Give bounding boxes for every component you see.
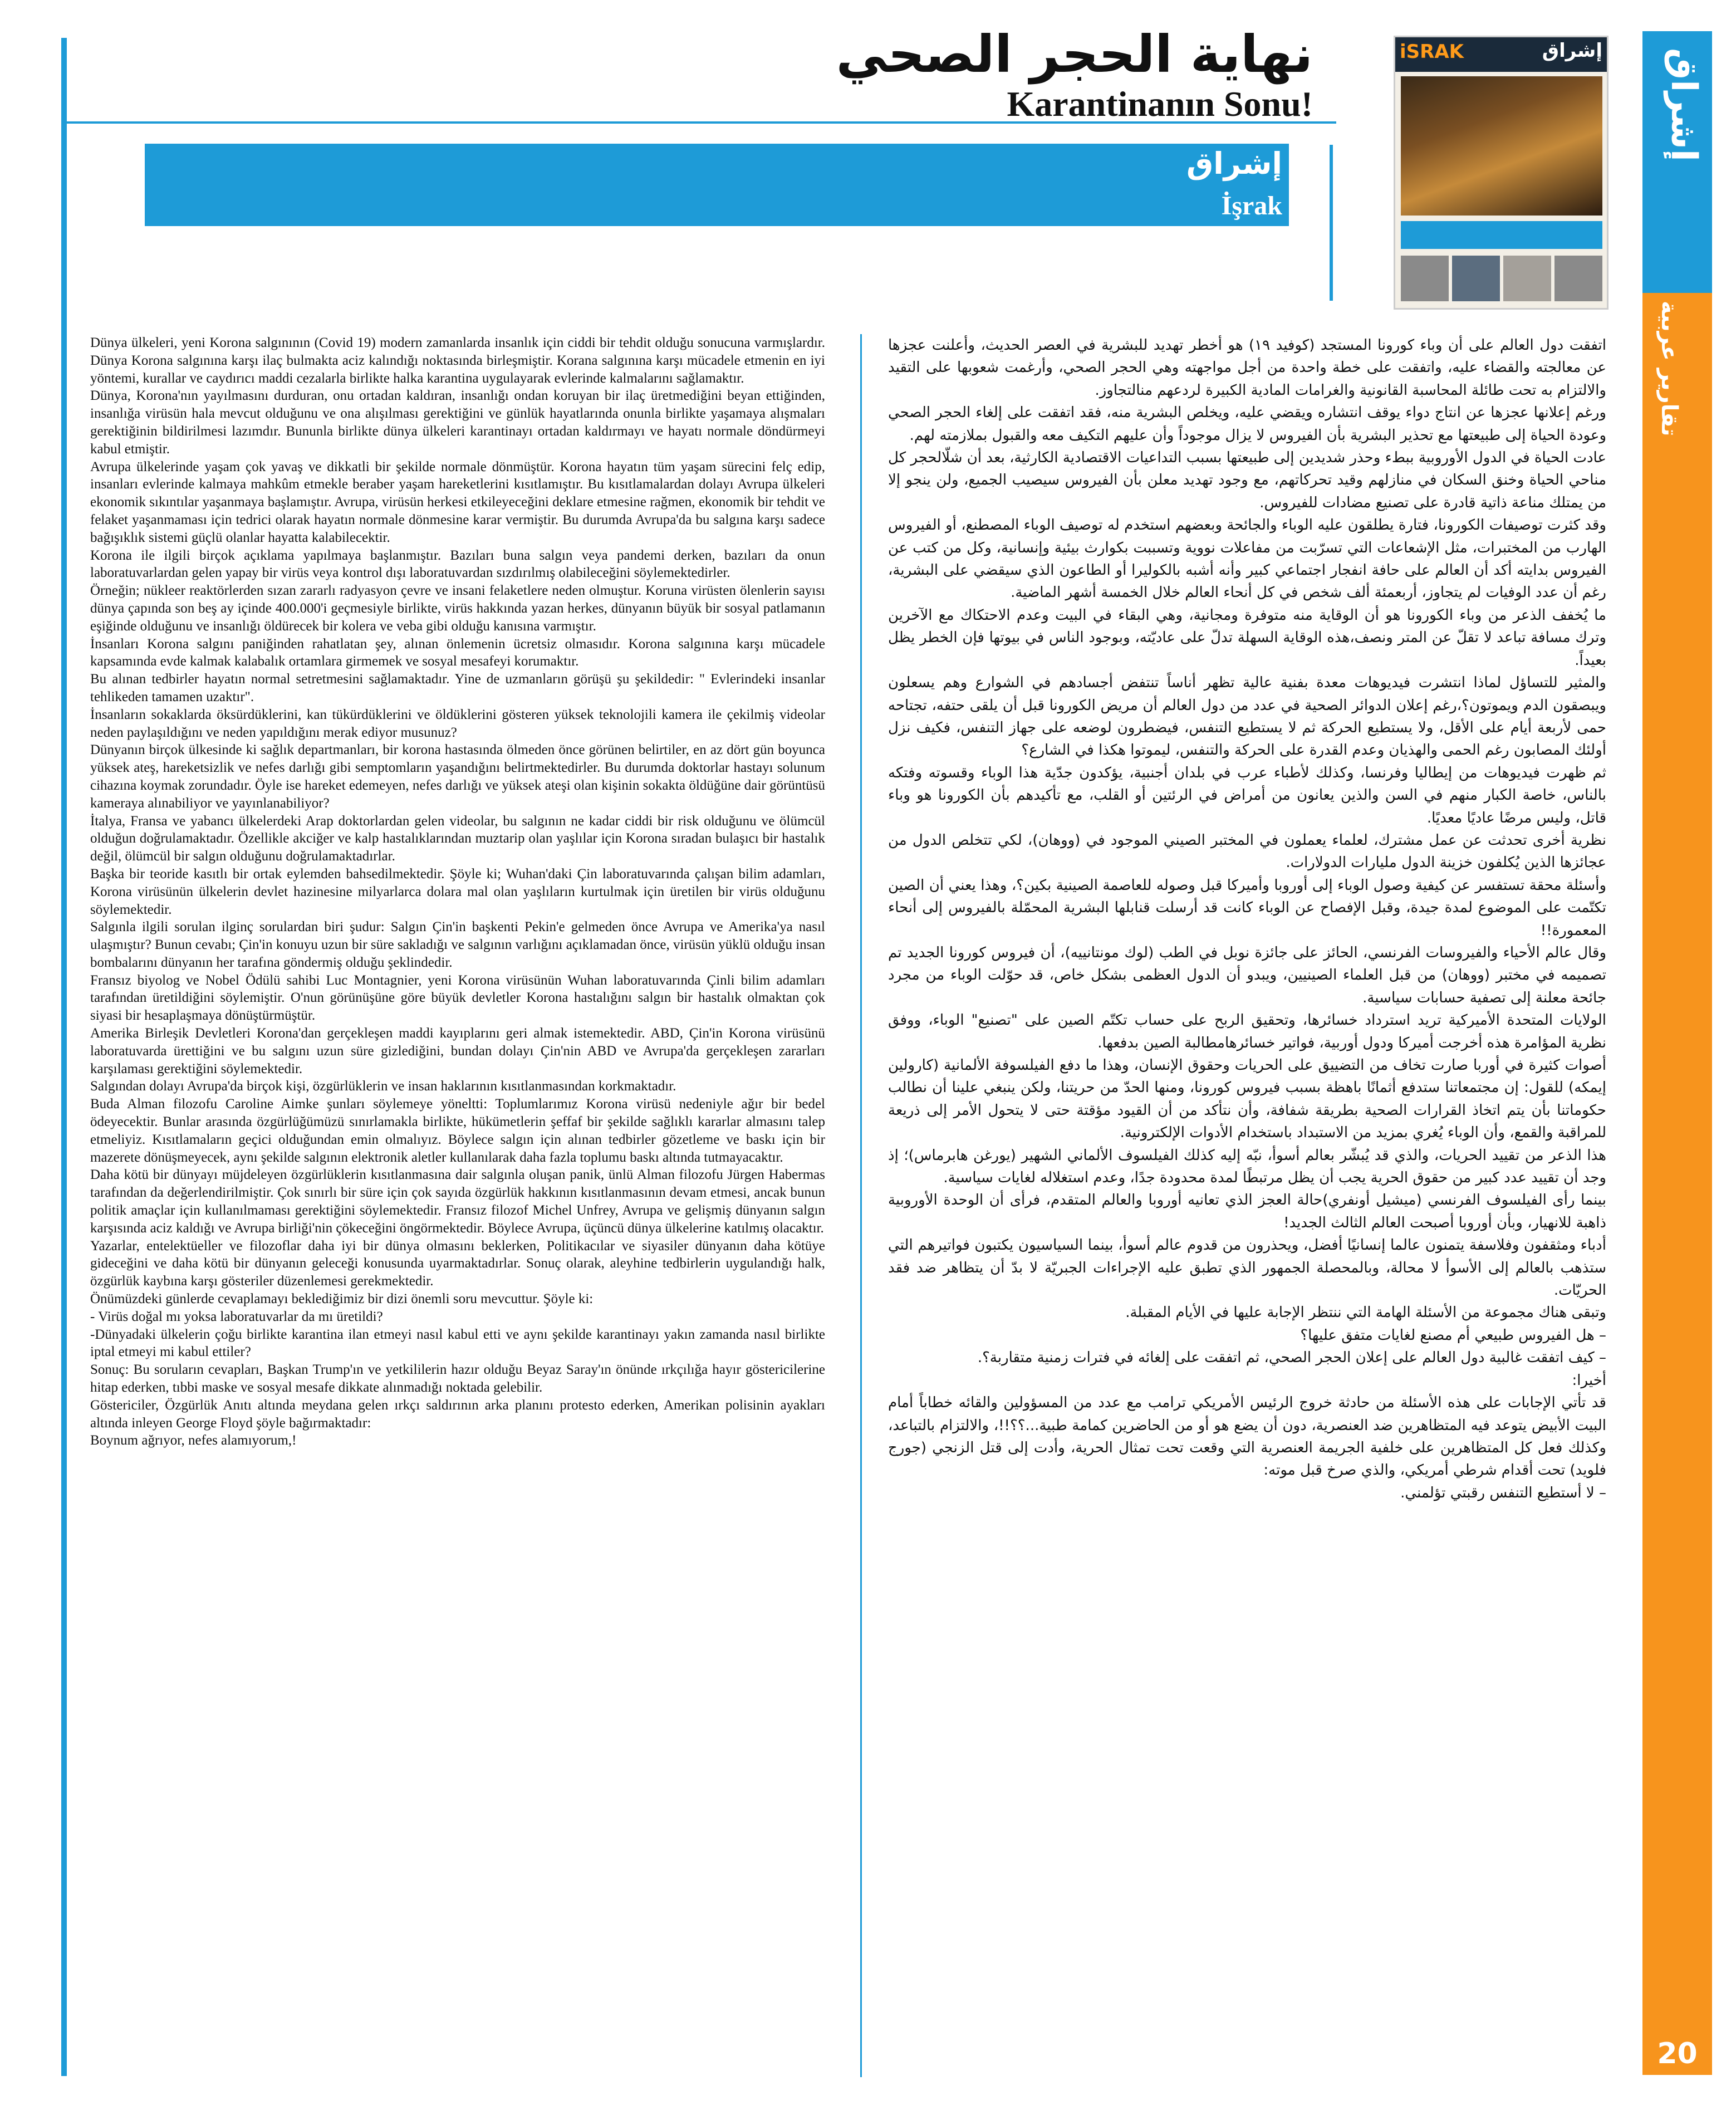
article-paragraph: -Dünyadaki ülkelerin çoğu birlikte karantina ilan etmeyi nasıl kabul etti ve aynı şekilde karantinayı yakın zamanda nasıl birlikte iptal etmeyi mi kabul ettiler? [90,1326,825,1360]
source-name-arabic: إشراق [1186,146,1282,181]
article-paragraph: ما يُخفف الذعر من وباء الكورونا هو أن الوقاية منه متوفرة ومجانية، وهي البقاء في البيت وعدم الاحتكاك مع الآخرين وترك مسافة تباعد لا تقلّ عن المتر ونصف،هذه الوقاية السهلة تدلّ على عاديّته، وبوجود الناس في بيوتها فإن الخطر يظل بعيداً. [888,606,1606,669]
article-paragraph: Boynum ağrıyor, nefes alamıyorum,! [90,1433,297,1448]
source-name-turkish: İşrak [1221,191,1282,221]
article-paragraph: İnsanların sokaklarda öksürdüklerini, kan tükürdüklerini ve öldüklerini gösteren yüksek teknolojili kamera ile çekilmiş videolar neden paylaşıldığını ve neden yapıldığını merak ediyor musunuz? [90,707,825,740]
article-paragraph: Dünya ülkeleri, yeni Korona salgınının (Covid 19) modern zamanlarda insanlık için ciddi bir tehdit olduğu sonucuna varmışlardır. Dünya Korona salgınına karşı ilaç bulmakta aciz kalındığı noktasında birleşmiştir. Korana salgınına karşı mücadele etmenin en iyi yöntemi, kurallar ve caydırıcı maddi cezalarla birlikte halka karantina uygulayarak evlerinde kalmalarını sağlamaktır. [90,335,825,386]
article-paragraph: Önümüzdeki günlerde cevaplamayı beklediğimiz bir dizi önemli soru mevcuttur. Şöyle ki: [90,1291,594,1307]
article-paragraph: – لا أستطيع التنفس رقبتي تؤلمني. [1400,1484,1606,1501]
article-paragraph: Bu alınan tedbirler hayatın normal setretmesini sağlamaktadır. Yine de uzmanların görüşü şu şekildedir: " Evlerindeki insanlar tehlikeden tamamen uzaktır". [90,672,825,704]
cover-logo-arabic: إشراق [1542,40,1602,62]
article-paragraph: الولايات المتحدة الأميركية تريد استرداد خسائرها، وتحقيق الربح على حساب تكتّم الصين على "تصنيع" الوباء، ووفق نظرية المؤامرة هذه أخرجت أميركا ودول أوربية، فواتير خسائرهامطالبة الصين بدفعها. [888,1012,1606,1051]
article-paragraph: Daha kötü bir dünyayı müjdeleyen özgürlüklerin kısıtlanmasına dair salgınla oluşan panik, ünlü Alman filozofu Jürgen Habermas tarafından da değerlendirilmiştir. Çok sınırlı bir süre için çok sayıda özgürlük hakkının kısıtlanmasının devam etmesi, ancak bunun politik amaçlar için kullanılmaması gerektiğini söylemektedir. Fransız filozof Michel Unfrey, Avrupa ve gelişmiş dünyanın salgın karşısında aciz kaldığı ve Avrupa birliği'nin çökeceğini öngörmektedir. Böylece Avrupa, üçüncü dünya ülkelerine katılmış olacaktır. [90,1167,825,1236]
column-divider [860,334,862,2077]
cover-thumbnail [1401,256,1449,301]
article-paragraph: İtalya, Fransa ve yabancı ülkelerdeki Arap doktorlardan gelen videolar, bu salgının ne kadar ciddi bir risk olduğunu ve ölümcül olduğun doğrulamaktadır. Özellikle akciğer ve kalp hastalıklarından muztarip olan yaşlılar için Korona sıradan bulaşıcı bir hastalık değil, ölümcül bir salgın olduğunu doğrulamaktadırlar. [90,813,825,864]
article-paragraph: Korona ile ilgili birçok açıklama yapılmaya başlanmıştır. Bazıları buna salgın veya pandemi derken, bazıları da onun laboratuvarlardan gelen yapay bir virüs veya kontrol dışı laboratuvardan sızdırılmış olabileceğini söylemektedirler. [90,547,825,581]
article-paragraph: İnsanları Korona salgını paniğinden rahatlatan şey, alınan önlemenin ücretsiz olmasıdır. Korona salgınına karşı mücadele kapsamında evde kalmak kalabalık ortamlara girmemek ve sosyal mesafeyi korumaktır. [90,636,825,669]
article-paragraph: Örneğin; nükleer reaktörlerden sızan zararlı radyasyon çevre ve insani felaketlere neden olmuştur. Koruna virüsten ölenlerin sayısı dünya çapında son beş ay içinde 400.000'i geçmesiyle birlikte, virüs hakkında yazan herkes, dünyanın büyük bir sosyal patlamanın eşiğinde olduğunu ve insanlığı öldürecek bir kolera ve veba gibi olduğu kanısına varmıştır. [90,583,825,634]
article-title-turkish: Karantinanın Sonu! [1007,84,1313,124]
cover-photo [1401,76,1602,216]
article-paragraph: اتفقت دول العالم على أن وباء كورونا المستجد (كوفيد ١٩) هو أخطر تهديد للبشرية في العصر الحديث، وأعلنت عجزها عن معالجته والقضاء عليه، واتفقت على خطة واحدة من أجل مواجهته وهي الحجر الصحي، وأرغمت شعوبها على التقيد والالتزام به تحت طائلة المحاسبة القانونية والغرامات المادية الكبيرة لردعهم منالتجاوز. [888,337,1606,399]
article-paragraph: - Virüs doğal mı yoksa laboratuvarlar da mı üretildi? [90,1309,383,1324]
magazine-cover-image [1394,36,1609,310]
cover-logo-latin: iSRAK [1400,41,1464,63]
cover-thumbnails [1401,256,1602,301]
article-paragraph: نظرية أخرى تحدثت عن عمل مشترك، لعلماء يعملون في المختبر الصيني الموجود في (ووهان)، لكي تتخلص الدول من عجائزها الذين يُكلفون خزينة الدول مليارات الدولارات. [888,831,1606,872]
article-paragraph: Dünyanın birçok ülkesinde ki sağlık departmanları, bir korona hastasında ölmeden önce görünen belirtiler, en az dört gün boyunca yüksek ateş, hareketsizlik ve nefes darlığı gibi semptomların yaşandığını belirtmektedirler. Bu durumda doktorlar hastayı solunum cihazına koymak zorundadır. Öyle ise hareket edemeyen, nefes darlığı ve yüksek ateşi olan kişinin sokakta öldüğüne dair görüntüsü kameraya alınabiliyor ve yayınlanabiliyor? [90,742,825,811]
article-paragraph: Avrupa ülkelerinde yaşam çok yavaş ve dikkatli bir şekilde normale dönmüştür. Korona hayatın tüm yaşam sürecini felç edip, insanları evlerinde kalmaya mahkûm etmekle beraber yaşam hareketlerini kısıtlamıştır. Bu kısıtlamalardan dolayı Avrupa ülkeleri ekonomik sıkıntılar yaşanmaya başlamıştır. Avrupa, virüsün herkesi etkileyeceğini deklare etmesine rağmen, ekonomik bir tehdit ve felaket yaşanmaması için tedrici olarak hayatın normale dönmesine karar vermiştir. Bu durumda Avrupa'da bu salgına karşı sadece bağışıklık sistemi güçlü olanlar hayatta kalabilecektir. [90,459,825,545]
cover-masthead [1395,37,1607,72]
article-paragraph: Sonuç: Bu soruların cevapları, Başkan Trump'ın ve yetkililerin hazır olduğu Beyaz Saray'ın önünde ırkçılığa hayır göstericilerine hitap ederken, tıbbi maske ve sosyal mesafe dikkate alınmadığı noktada gelebilir. [90,1362,825,1396]
section-label: تقارير عربية [1656,301,1682,437]
article-paragraph: Amerika Birleşik Devletleri Korona'dan gerçekleşen maddi kayıplarını geri almak istemektedir. ABD, Çin'in Korona virüsünü laboratuvarda ürettiğini ve bu salgını uzun süre gizlediğini, bundan dolayı Çin'nin ABD ve Avrupa'da gerçekleşen zararları karşılaması gerektiğini söylemektedir. [90,1026,825,1076]
article-body-turkish [90,334,825,2077]
article-paragraph: وقد كثرت توصيفات الكورونا، فتارة يطلقون عليه الوباء والجائحة وبعضهم استخدم له توصيف الوباء المصطنع، أو الفيروس الهارب من المختبرات، مثل الإشعاعات التي تسرّبت من مفاعلات نووية وتسببت بكوارث بيئية وإنسانية، وكل من كتب عن الفيروس بدايته أكد أن العالم على حافة انفجار اجتماعي كبير وأنه أشبه بالكوليرا أو الطاعون الذي سيقضي على البشرية، رغم أن عدد الوفيات لم يتجاوز، أربعمئة ألف شخص في كل أنحاء العالم خلال الخمسة أشهر الماضية. [888,517,1606,601]
article-paragraph: Buda Alman filozofu Caroline Aimke şunları söylemeye yöneltti: Toplumlarımız Korona virüsü nedeniyle ağır bir bedel ödeyecektir. Bunlar arasında özgürlüğümüzü sınırlamakla birlikte, hükümetlerin şeffaf bir şekilde sağlıklı kararlar almasını talep etmeliyiz. Kısıtlamaların geçici olduğundan emin olmalıyız. Böylece salgın için alınan tedbirler gözetleme ve baskı için bir mazerete dönüşmeyecek, aynı şekilde salgının elektronik aletler kullanılarak daha fazla toplumu baskı altında tutmayacaktır. [90,1096,825,1165]
sidebar-logo-box [1642,31,1712,293]
article-paragraph: وقال عالم الأحياء والفيروسات الفرنسي، الحائز على جائزة نوبل في الطب (لوك مونتانييه)، أن فيروس كورونا الجديد تم تصميمه في مختبر (ووهان) من قبل العلماء الصينيين، ويبدو أن الدول العظمى بشكل خاص، قد حوّلت الوباء من مجرد جائحة معلنة إلى تصفية حسابات سياسية. [888,944,1606,1006]
article-body-arabic [888,334,1606,2077]
article-paragraph: Başka bir teoride kasıtlı bir ortak eylemden bahsedilmektedir. Şöyle ki; Wuhan'daki Çin laboratuvarında çalışan bilim adamları, Korona virüsünün ülkelerin devlet hazinesine milyarlarca dolara mal olan yaşlıların kurtulmak için üretilen bir virüs olduğunu söylemektedir. [90,866,825,917]
article-paragraph: وتبقى هناك مجموعة من الأسئلة الهامة التي ننتظر الإجابة عليها في الأيام المقبلة. [1125,1304,1606,1321]
article-paragraph: ثم ظهرت فيديوهات من إيطاليا وفرنسا، وكذلك لأطباء عرب في بلدان أجنبية، يؤكدون جدّية هذا الوباء وقسوته وفتكه بالناس، خاصة الكبار منهم في السن والذين يعانون من أمراض في الرئتين أو القلب، مع تأكيدهم بأن الكورونا هو وباء قاتل، وليس مرضًا عاديًا معديًا. [888,764,1606,826]
article-paragraph: قد تأتي الإجابات على هذه الأسئلة من حادثة خروج الرئيس الأمريكي ترامب مع عدد من المسؤولين والقائه خطاباً أمام البيت الأبيض يتوعد فيه المتظاهرين ضد العنصرية، دون أن يضع هو أو من الحاضرين كمامة طبية...؟؟!!، والالتزام بالتباعد، وكذلك فعل كل المتظاهرين على خلفية الجريمة العنصرية التي وقعت تحت تمثال الحرية، وأدت إلى قتل الزنجي (جورج فلويد) تحت أقدام شرطي أمريكي، والذي صرخ قبل موته: [888,1394,1606,1479]
article-title-arabic: نهاية الحجر الصحي [836,25,1313,84]
article-paragraph: أخيرا: [1572,1372,1606,1389]
article-paragraph: Fransız biyolog ve Nobel Ödülü sahibi Luc Montagnier, yeni Korona virüsünün Wuhan laboratuvarında Çinli bilim adamları tarafından üretildiğini söylemiştir. O'nun görünüşüne göre büyük devletler Korona hastalığını salgın bir hastalık olmaktan çok siyasi bir hesaplaşmaya dönüştürmüştür. [90,972,825,1024]
cover-thumbnail [1452,256,1500,301]
article-paragraph: بينما رأى الفيلسوف الفرنسي (ميشيل أونفري)حالة العجز الذي تعانيه أوروبا والعالم المتقدم، فرأى أن الوحدة الأوروبية ذاهبة للانهيار، وبأن أوروبا أصبحت العالم الثالث الجديد! [888,1192,1606,1231]
source-band [145,144,1289,226]
article-paragraph: عادت الحياة في الدول الأوروبية ببطء وحذر شديدين إلى طبيعتها بسبب التداعيات الاقتصادية الكارثية، بعد أن شلّالحجر كل مناحي الحياة وخنق السكان في منازلهم وقيد تحركاتهم، مع وجود تهديد معلن بأن الفيروس سيصيب الجميع، ولن ينجو إلا من يمتلك مناعة ذاتية قادرة على تصنيع مضادات للفيروس. [888,449,1606,511]
article-paragraph: Göstericiler, Özgürlük Anıtı altında meydana gelen ırkçı saldırının arka planını protesto ederken, Amerikan polisinin ayakları altında inleyen George Floyd şöyle bağırmaktadır: [90,1397,825,1431]
page-number: 20 [1657,2037,1698,2070]
article-paragraph: – كيف اتفقت غالبية دول العالم على إعلان الحجر الصحي، ثم اتفقت على إلغائه في فترات زمنية متقاربة؟. [977,1349,1606,1367]
cover-thumbnail [1503,256,1551,301]
sidebar-logo: إشراق [1663,48,1704,161]
cover-thumbnail [1554,256,1602,301]
left-accent-rule [61,38,67,2076]
article-paragraph: ورغم إعلانها عجزها عن انتاج دواء يوقف انتشاره ويقضي عليه، ويخلص البشرية منه، فقد اتفقت على إلغاء الحجر الصحي وعودة الحياة إلى طبيعتها مع تحذير البشرية بأن الفيروس لا يزال موجوداً وأن عليهم التكيف معه والقبول بملازمته لهم. [888,404,1606,444]
article-paragraph: أصوات كثيرة في أوربا صارت تخاف من التضييق على الحريات وحقوق الإنسان، وهذا ما دفع الفيلسوفة الألمانية (كارولين إيمكه) للقول: إن مجتمعاتنا ستدفع أثمانًا باهظة بسبب فيروس كورونا، ومنها الحدّ من حريتنا، ولكن ينبغي علينا أن نطالب حكوماتنا بأن يتم اتخاذ القرارات الصحية بطريقة شفافة، وأن نتأكد من أن القيود مؤقتة حتى لا يتحول الأمر إلى ذريعة للمراقبة والقمع، وأن الوباء يُغري بمزيد من الاستبداد باستخدام الأدوات الإلكترونية. [888,1057,1606,1142]
article-paragraph: Salgından dolayı Avrupa'da birçok kişi, özgürlüklerin ve insan haklarının kısıtlanmasından korkmaktadır. [90,1079,676,1094]
article-paragraph: Yazarlar, entelektüeller ve filozoflar daha iyi bir dünya olmasını beklerken, Politikacılar ve siyasiler dünyanın daha kötüye gideceğini ve daha kötü bir dünyanın geleceği konusunda uyarmaktadırlar. Sonuç olarak, aleyhine tedbirlerin uygulandığı halk, özgürlük kaybına karşı gösteriler düzenlemesi gerekmektedir. [90,1238,825,1289]
article-paragraph: هذا الذعر من تقييد الحريات، والذي قد يُبشّر بعالم أسوأ، نبّه إليه كذلك الفيلسوف الألماني الشهير (يورغن هابرماس)؛ إذ وجد أن تقييد عدد كبير من حقوق الحرية يجب أن يظل مرتبطًا لمدة محدودة جدًا، وعدم استغلاله لغايات سياسية. [888,1147,1606,1187]
header-side-rule [1330,145,1333,301]
article-paragraph: Dünya, Korona'nın yayılmasını durduran, onu ortadan kaldıran, insanlığı ondan koruyan bir ilaç üretmediğini beyan ettiğinden, insanlığa virüsün hala mevcut olduğunu ve ona alışılması gerektiğini ve günlük hayatlarında onunla birlikte yaşamaya alışmaları gerektiğinin bildirilmesi lazımdır. Bununla birlikte dünya ülkeleri karantinayı ortadan kaldırmayı ve hayatı normale döndürmeyi kabul etmiştir. [90,388,825,457]
article-paragraph: أدباء ومثقفون وفلاسفة يتمنون عالما إنسانيًا أفضل، ويحذرون من قدوم عالم أسوأ، بينما السياسيون يكتبون فواتيرهم التي ستذهب بالعالم إلى الأسوأ لا محالة، وبالمحصلة الجمهور الذي تطبق عليه الإجراءات الجبريّة لا بدّ أن يتظاهر ضد فقد الحريّات. [888,1237,1606,1299]
article-paragraph: وأسئلة محقة تستفسر عن كيفية وصول الوباء إلى أوروبا وأميركا قبل وصوله للعاصمة الصينية بكين؟، وهذا يعني أن الصين تكتّمت على الموضوع لمدة جيدة، وقبل الإفصاح عن الوباء كانت قد أرسلت قنابلها البشرية المحمّلة بالفيروس إلى أنحاء المعمورة!! [888,877,1606,939]
article-paragraph: – هل الفيروس طبيعي أم مصنع لغايات متفق عليها؟ [1300,1326,1606,1344]
article-paragraph: Salgınla ilgili sorulan ilginç sorulardan biri şudur: Salgın Çin'in başkenti Pekin'e gelmeden önce Avrupa ve Amerika'ya nasıl ulaşmıştır? Bunun cevabı; Çin'in konuyu uzun bir süre sakladığı ve salgının varlığını açıklamadan önce, virüsün yüklü olduğu insan bombalarını dünyanın her tarafına göndermiş olduğu şeklindedir. [90,919,825,970]
article-paragraph: والمثير للتساؤل لماذا انتشرت فيديوهات معدة بفنية عالية تظهر أناساً تنتفض أجسادهم في الشوارع وهم يسعلون ويبصقون الدم ويموتون؟،رغم إعلان الدوائر الصحية في عدد من دول العالم أن مريض الكورونا قبل أن يلقى حتفه، تجتاحه حمى لأربعة أيام على الأقل، ولا يستطيع الحركة ثم لا يستطيع التنفس، فيضطرون لوضعه على جهاز التنفس، فكيف نزل أولئك المصابون رغم الحمى والهذيان وعدم القدرة على الحركة والتنفس، ليموتوا هكذا في الشارع؟ [888,674,1606,759]
cover-headline-strip [1401,221,1602,249]
